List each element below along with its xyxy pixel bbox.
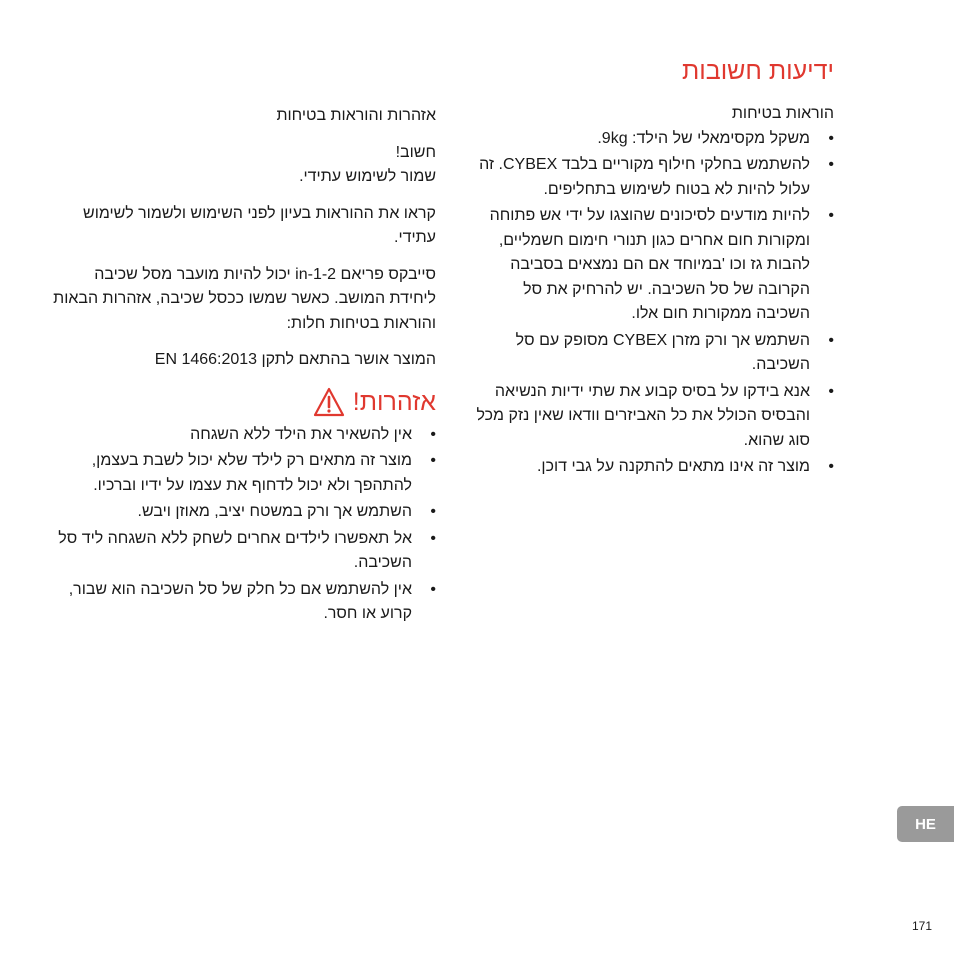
- warnings-column-left: [52, 104, 436, 629]
- section-heading: אזהרות והוראות בטיחות: [276, 107, 436, 124]
- list-item: • מוצר זה מתאים רק לילד שלא יכול לשבת בעצמן, להתהפך ולא יכול לדחוף את עצמו על ידיו וברכיו.: [52, 449, 436, 498]
- list-item: • משקל מקסימאלי של הילד: 9kg.: [468, 127, 834, 152]
- warning-bullet-list: [52, 423, 436, 627]
- list-item: • אין להשאיר את הילד ללא השגחה: [52, 423, 436, 448]
- safety-subtitle: הוראות בטיחות: [731, 105, 834, 122]
- product-description-text: סייבקס פריאם 2-in-1 יכול להיות מועבר מסל שכיבה ליחידת המושב. כאשר שמשו ככסל שכיבה, אזהרות הבאות והוראות בטיחות חלות:: [53, 265, 436, 332]
- list-item: • להיות מודעים לסיכונים שהוצגו על ידי אש פתוחה ומקורות חום אחרים כגון תנורי חימום חשמליים, להבות גז וכו 'במיוחד אם הם נמצאים בסביבה הקרובה של סל השכיבה. יש להרחיק את סל השכיבה ממקורות חום אלו.: [468, 204, 834, 327]
- list-item: • השתמש אך ורק מזרן CYBEX מסופק עם סל השכיבה.: [468, 329, 834, 378]
- safety-bullet-list: [468, 127, 834, 480]
- safety-column-right: [468, 56, 834, 482]
- warning-heading: [52, 387, 436, 417]
- warning-title: אזהרות!: [352, 387, 436, 416]
- list-item: • אין להשתמש אם כל חלק של סל השכיבה הוא שבור, קרוע או חסר.: [52, 578, 436, 627]
- read-instructions-text: קראו את ההוראות בעיון לפני השימוש ולשמור לשימוש עתידי.: [83, 204, 436, 246]
- important-label: חשוב!: [395, 143, 436, 161]
- keep-for-future-text: שמור לשימוש עתידי.: [299, 168, 436, 185]
- page-title: ידיעות חשובות: [681, 57, 834, 85]
- list-item: • אל תאפשרו לילדים אחרים לשחק ללא השגחה ליד סל השכיבה.: [52, 527, 436, 576]
- standard-approval-text: המוצר אושר בהתאם לתקן EN 1466:2013: [154, 351, 436, 368]
- language-tab: HE: [897, 806, 954, 842]
- list-item: • להשתמש בחלקי חילוף מקוריים בלבד CYBEX. זה עלול להיות לא בטוח לשימוש בתחליפים.: [468, 153, 834, 202]
- page-number: 171: [912, 919, 933, 933]
- list-item: • מוצר זה אינו מתאים להתקנה על גבי דוכן.: [468, 455, 834, 480]
- list-item: • השתמש אך ורק במשטח יציב, מאוזן ויבש.: [52, 500, 436, 525]
- warning-triangle-icon: [313, 387, 345, 417]
- list-item: • אנא בידקו על בסיס קבוע את שתי ידיות הנשיאה והבסיס הכולל את כל האביזרים וודאו שאין נזק מכל סוג שהוא.: [468, 380, 834, 454]
